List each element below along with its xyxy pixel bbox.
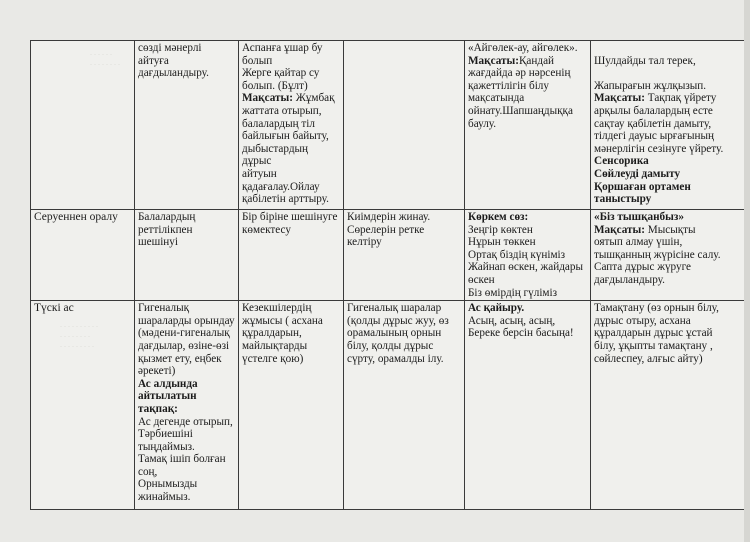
cell-text-line: мәнерлігін сезінуге үйрету. — [594, 142, 724, 155]
cell-heading: «Біз тышқанбыз» — [594, 211, 684, 223]
goal-line — [594, 92, 741, 105]
cell-text-line: өскен — [468, 273, 495, 286]
cell-text-line: Гигеналық — [138, 302, 190, 315]
cell-text-line: айтылатын — [138, 390, 197, 403]
goal-text: Жұмбақ — [292, 92, 335, 105]
cell-text-line: Жерге қайтар су — [242, 67, 320, 80]
cell-text-line: соң, — [138, 465, 158, 478]
cell-text-line: байлығын байыту, — [242, 130, 329, 143]
cell-text-line: құралдарын, — [242, 327, 302, 340]
cell-text-line: мақсатында — [468, 92, 525, 105]
cell-text-line: қабілетін арттыру. — [242, 193, 329, 206]
cell-text-line: Зеңгір көктен — [468, 223, 533, 236]
cell-text-line: сөзді мәнерлі айтуға — [138, 42, 202, 67]
cell-text-line: Тамақ ішіп болған — [138, 453, 226, 466]
cell-text-line: тышқанның жүрісіне салу. — [594, 248, 721, 261]
table-cell — [591, 301, 745, 510]
cell-text-line: «Айгөлек-ау, айгөлек». — [468, 42, 578, 54]
cell-text-line: білу, ұқыпты тамақтану , — [594, 339, 713, 352]
cell-text-line: сүрту, орамалды ілу. — [347, 352, 444, 365]
cell-text-line: шараларды орындау — [138, 314, 235, 327]
cell-text-line: Гигеналық шаралар — [347, 302, 442, 315]
cell-text-line: арқылы балалардың есте — [594, 104, 713, 117]
goal-line — [242, 92, 340, 105]
cell-text-line: реттілікпен шешінуі — [138, 223, 193, 249]
goal-label: Мақсаты: — [468, 54, 519, 67]
cell-text-line: (қолды дұрыс жуу, өз — [347, 314, 449, 327]
cell-text-line: болып. (Бұлт) — [242, 79, 308, 92]
cell-text-line: майлықтарды — [242, 339, 308, 352]
cell-text-line: сақтау қабілетін дамыту, — [594, 117, 712, 130]
table-body — [31, 41, 745, 510]
cell-text-line: болып — [242, 54, 273, 67]
table-cell — [465, 41, 591, 210]
cell-text-line: тілдегі дауыс ырғағының — [594, 130, 714, 143]
cell-text-line: жинаймыз. — [138, 491, 191, 504]
table-cell — [591, 41, 745, 210]
table-cell — [135, 301, 239, 510]
table-row — [31, 41, 745, 210]
cell-text-line: дағдыландыру. — [138, 67, 209, 80]
goal-text: Қандай — [518, 54, 555, 67]
cell-text-line: Тәрбиешіні — [138, 428, 193, 441]
table-cell — [239, 41, 344, 210]
cell-text-line: көмектесу — [242, 223, 291, 236]
cell-text-line: үстелге қою) — [242, 352, 304, 365]
cell-text-line: Киімдерін жинау. — [347, 211, 431, 223]
cell-text-line: таныстыру — [594, 193, 652, 206]
table-cell — [344, 301, 465, 510]
cell-text-line: Қоршаған ортамен — [594, 180, 691, 193]
table-cell — [239, 301, 344, 510]
cell-text-line: Ас алдында — [138, 377, 198, 390]
cell-text-line: Ас дегенде отырып, — [138, 415, 233, 428]
goal-label: Мақсаты: — [242, 92, 293, 105]
cell-text-line — [594, 67, 741, 80]
table-cell — [465, 210, 591, 301]
cell-text-line: Шулдайды тал терек, — [594, 54, 696, 67]
cell-text-line: дағдылар, өзіне-өзі — [138, 339, 230, 352]
cell-text-line: сөйлеспеу, алғыс айту) — [594, 352, 703, 365]
table-cell — [344, 210, 465, 301]
cell-text-line: орамалының орнын — [347, 327, 442, 340]
cell-text-line: қызмет ету, еңбек — [138, 352, 222, 365]
table-cell — [591, 210, 745, 301]
cell-text-line: Асың, асың, асың, — [468, 314, 556, 327]
goal-label: Мақсаты: — [594, 223, 645, 236]
table-row — [31, 210, 745, 301]
cell-text-line: баулу. — [468, 117, 497, 130]
cell-text-line: Береке берсін басыңа! — [468, 327, 574, 340]
goal-label: Мақсаты: — [594, 92, 645, 105]
cell-text-line: Біз өмірдің гүліміз — [468, 286, 558, 299]
cell-text-line: дағдыландыру. — [594, 273, 665, 286]
cell-text-line: Балалардың — [138, 211, 196, 223]
row-heading: Түскі ас — [31, 301, 135, 510]
cell-text-line: жағдайда әр нәрсенің — [468, 67, 571, 80]
cell-text-line: Тамақтану (өз орнын білу, — [594, 302, 719, 315]
cell-text-line: Жапырағын жұлқызып. — [594, 79, 707, 92]
table-row — [31, 301, 745, 510]
cell-text-line: ойнату.Шапшаңдыққа — [468, 104, 573, 117]
cell-text-line: тыңдаймыз. — [138, 440, 195, 453]
cell-text-line: Сапта дұрыс жүруге — [594, 261, 691, 274]
cell-text-line: Сөрелерін ретке келтіру — [347, 223, 425, 249]
row-heading — [31, 41, 135, 210]
lesson-plan-table — [30, 40, 745, 510]
cell-heading: Көркем сөз: — [468, 211, 529, 223]
cell-text-line — [594, 42, 741, 55]
table-cell — [135, 210, 239, 301]
cell-text-line: балалардың тіл — [242, 117, 315, 130]
cell-text-line: оятып алмау үшін, — [594, 236, 683, 249]
goal-line — [468, 55, 587, 68]
cell-text-line: құралдарын дұрыс ұстай — [594, 327, 713, 340]
goal-line — [594, 224, 741, 237]
cell-text-line: Ортақ біздің күніміз — [468, 248, 566, 261]
cell-text-line: қажеттілігін білу — [468, 79, 549, 92]
cell-text-line: Жайнап өскен, жайдары — [468, 261, 583, 274]
table-cell — [465, 301, 591, 510]
cell-text-line: Орнымызды — [138, 478, 198, 491]
table-cell — [135, 41, 239, 210]
cell-text-line: (мәдени-гигеналық — [138, 327, 230, 340]
cell-text-line: қадағалау.Ойлау — [242, 180, 320, 193]
cell-text-line: Бір біріне шешінуге — [242, 211, 338, 223]
cell-text-line: Аспанға ұшар бу — [242, 42, 323, 54]
cell-text-line: дұрыс отыру, асхана — [594, 314, 691, 327]
cell-text-line: Нұрын төккен — [468, 236, 536, 249]
goal-text: Мысықты — [644, 223, 696, 236]
cell-text-line: жұмысы ( асхана — [242, 314, 323, 327]
cell-text-line: Сөйлеуді дамыту — [594, 167, 681, 180]
goal-text: Тақпақ үйрету — [644, 92, 717, 105]
cell-text-line: әрекеті) — [138, 365, 176, 378]
cell-text-line: айтуын — [242, 167, 277, 180]
cell-heading: Ас қайыру. — [468, 302, 525, 315]
cell-text-line: жаттата отырып, — [242, 104, 322, 117]
cell-text-line: білу, қолды дұрыс — [347, 339, 434, 352]
row-heading: Серуеннен оралу — [31, 210, 135, 301]
scan-edge — [744, 0, 750, 542]
cell-text-line: дыбыстардың дұрыс — [242, 142, 309, 168]
cell-text-line: Сенсорика — [594, 155, 649, 168]
cell-text-line: тақпақ: — [138, 402, 178, 415]
table-cell — [239, 210, 344, 301]
cell-text-line: Кезекшілердің — [242, 302, 312, 315]
table-cell — [344, 41, 465, 210]
